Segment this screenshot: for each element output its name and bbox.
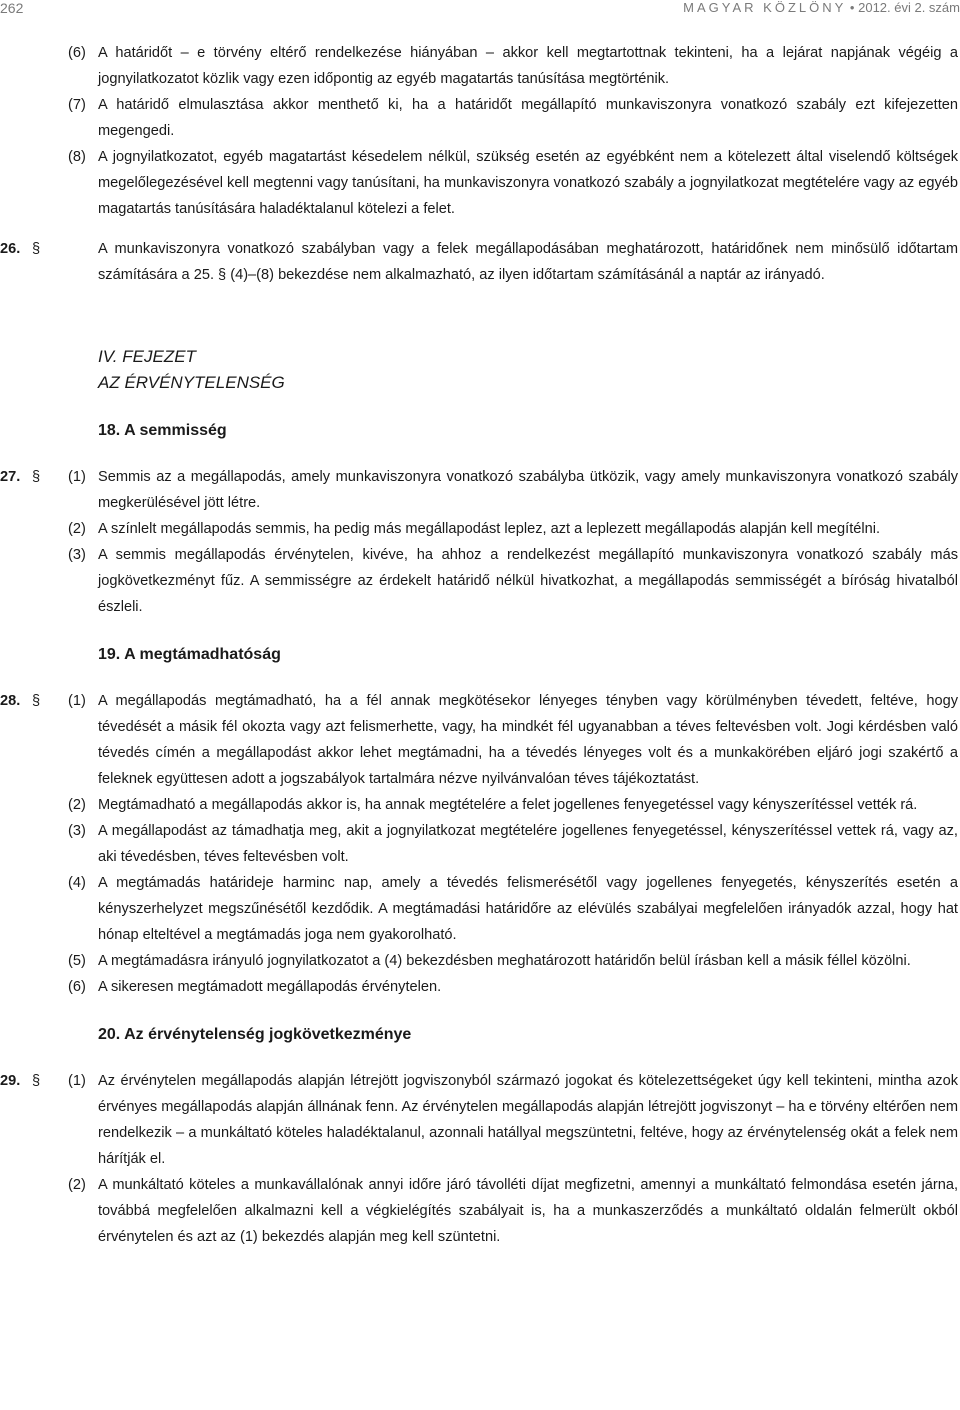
paragraph-number: (1) xyxy=(68,469,86,485)
paragraph-number: (8) xyxy=(68,149,86,165)
paragraph-27-2 xyxy=(68,516,958,542)
paragraph-text: A színlelt megállapodás semmis, ha pedig más megállapodást leplez, azt a leplezett megállapodás alapján kell megítélni. xyxy=(98,521,881,537)
paragraph-28-2 xyxy=(68,792,958,818)
paragraph-text: A megállapodás megtámadható, ha a fél annak megkötésekor lényeges tényben vagy körülményben tévedett, feltéve, hogy tévedését a másik fél okozta vagy azt felismerhette, vagy, ha mindkét fél ugyanabban a téves feltevésben volt. Jogi kérdésben való tévedés címén a megállapodást akkor lehet megtámadni, ha a tévedés lényeges volt és a munkakörében eljáró jogi szakértő a feleknek együttesen adott a jogszabályok tartalmára nézve nyilvánvalóan téves tájékoztatást. xyxy=(98,693,958,787)
section-number: 29. xyxy=(0,1073,21,1089)
paragraph-28-5 xyxy=(68,948,958,974)
journal-name: MAGYAR KÖZLÖNY xyxy=(683,0,847,15)
paragraph-number: (7) xyxy=(68,97,86,113)
subtitle-20: 20. Az érvénytelenség jogkövetkezménye xyxy=(98,1026,412,1043)
section-28 xyxy=(0,688,958,1000)
paragraph-number: (2) xyxy=(68,797,86,813)
paragraph-text: Semmis az a megállapodás, amely munkaviszonyra vonatkozó szabályba ütközik, vagy amely munkaviszonyra vonatkozó szabály megkerülésével jött létre. xyxy=(98,469,958,511)
paragraph-text: A sikeresen megtámadott megállapodás érvénytelen. xyxy=(98,979,442,995)
paragraph-text: A munkáltató köteles a munkavállalónak annyi időre járó távolléti díjat megfizetni, amennyi a munkáltató felmondása esetén járna, továbbá megfelelően alkalmazni kell a végkielégítés szabályait is, ha a munkaszerződés a munkáltató oldalán felmerült okból érvénytelen és azt az (1) bekezdés alapján meg kell szüntetni. xyxy=(98,1177,958,1245)
paragraph-27-1 xyxy=(68,464,958,516)
paragraph-27-3 xyxy=(68,542,958,620)
section-sign: § xyxy=(32,469,41,485)
section-text: A munkaviszonyra vonatkozó szabályban vagy a felek megállapodásában meghatározott, határidőnek nem minősülő időtartam számítására a 25. § (4)–(8) bekezdése nem alkalmazható, az ilyen időtartam számításánál a naptár az irányadó. xyxy=(98,241,958,283)
issue-label: 2012. évi 2. szám xyxy=(858,0,960,15)
paragraph-text: A határidő elmulasztása akkor menthető ki, ha a határidőt megállapító munkaviszonyra vonatkozó szabály ezt kifejezetten megengedi. xyxy=(98,97,958,139)
chapter-number: IV. FEJEZET xyxy=(98,347,196,366)
section-number: 27. xyxy=(0,469,21,485)
paragraph-number: (3) xyxy=(68,547,86,563)
paragraph-number: (4) xyxy=(68,875,86,891)
paragraph-25-7 xyxy=(30,92,958,144)
subtitle-18: 18. A semmisség xyxy=(98,422,227,439)
section-sign: § xyxy=(32,1073,41,1089)
paragraph-28-6 xyxy=(68,974,958,1000)
paragraph-29-2 xyxy=(68,1172,958,1250)
document-body xyxy=(0,40,958,1250)
paragraph-number: (5) xyxy=(68,953,86,969)
paragraph-25-6 xyxy=(30,40,958,92)
paragraph-text: A jognyilatkozatot, egyéb magatartást késedelem nélkül, szükség esetén az egyébként nem a kötelezett által viselendő költségek megelőlegezésével kell megtenni vagy tanúsítani, ha munkaviszonyra vonatkozó szabály a jognyilatkozat megtételére vagy az egyéb magatartás tanúsítására haladéktalanul kötelezi a felet. xyxy=(98,149,958,217)
section-29 xyxy=(0,1068,958,1250)
section-sign: § xyxy=(32,693,41,709)
paragraph-number: (6) xyxy=(68,979,86,995)
paragraph-text: A megtámadásra irányuló jognyilatkozatot a (4) bekezdésben meghatározott határidőn belül írásban kell a másik féllel közölni. xyxy=(98,953,911,969)
section-number: 26. xyxy=(0,241,21,257)
section-27 xyxy=(0,464,958,620)
paragraph-text: A megállapodást az támadhatja meg, akit a jognyilatkozat megtételére jogellenes fenyegetéssel, kényszerítéssel vettek rá, vagy az, aki tévedésben, téves feltevésben volt. xyxy=(98,823,958,865)
page-number: 262 xyxy=(0,0,24,16)
section-number: 28. xyxy=(0,693,21,709)
chapter-heading xyxy=(98,344,958,396)
chapter-title: AZ ÉRVÉNYTELENSÉG xyxy=(98,373,285,392)
section-26 xyxy=(0,236,958,288)
journal-header xyxy=(683,0,960,15)
paragraph-29-1 xyxy=(68,1068,958,1172)
subtitle-19: 19. A megtámadhatóság xyxy=(98,646,281,663)
paragraph-number: (1) xyxy=(68,693,86,709)
paragraph-text: Az érvénytelen megállapodás alapján létrejött jogviszonyból származó jogokat és kötelezettségeket úgy kell tekinteni, mintha azok érvényes megállapodás alapján állnának fenn. Az érvénytelen megállapodás alapján létrejött jogviszonyt – ha e törvény eltérően nem rendelkezik – a munkáltató köteles haladéktalanul, azonnali hatállyal megszüntetni, feltéve, hogy az érvénytelenség okát a felek nem hárítják el. xyxy=(98,1073,958,1167)
paragraph-number: (2) xyxy=(68,521,86,537)
paragraph-28-1 xyxy=(68,688,958,792)
page-header xyxy=(0,0,960,20)
paragraph-number: (1) xyxy=(68,1073,86,1089)
paragraph-text: Megtámadható a megállapodás akkor is, ha annak megtételére a felet jogellenes fenyegetéssel vagy kényszerítéssel vették rá. xyxy=(98,797,918,813)
paragraph-text: A határidőt – e törvény eltérő rendelkezése hiányában – akkor kell megtartottnak tekinteni, ha a lejárat napjának végéig a jognyilatkozatot közlik vagy ezen időpontig az egyéb magatartás tanúsítása megtörténik. xyxy=(98,45,958,87)
paragraph-25-8 xyxy=(30,144,958,222)
paragraph-28-4 xyxy=(68,870,958,948)
paragraph-number: (3) xyxy=(68,823,86,839)
paragraph-number: (2) xyxy=(68,1177,86,1193)
paragraph-text: A megtámadás határideje harminc nap, amely a tévedés felismerésétől vagy jogellenes fenyegetés, kényszerítés esetén a kényszerhelyzet megszűnésétől kezdődik. A megtámadási határidőre az elévülés szabályai megfelelően irányadók azzal, hogy hat hónap elteltével a megtámadás joga nem gyakorolható. xyxy=(98,875,958,943)
header-bullet: • xyxy=(849,0,855,15)
paragraph-28-3 xyxy=(68,818,958,870)
paragraph-number: (6) xyxy=(68,45,86,61)
section-sign: § xyxy=(32,241,41,257)
paragraph-text: A semmis megállapodás érvénytelen, kivéve, ha ahhoz a rendelkezést megállapító munkaviszonyra vonatkozó szabály más jogkövetkezményt fűz. A semmisségre az érdekelt határidő nélkül hivatkozhat, a megállapodás semmisségét a bíróság hivatalból észleli. xyxy=(98,547,958,615)
